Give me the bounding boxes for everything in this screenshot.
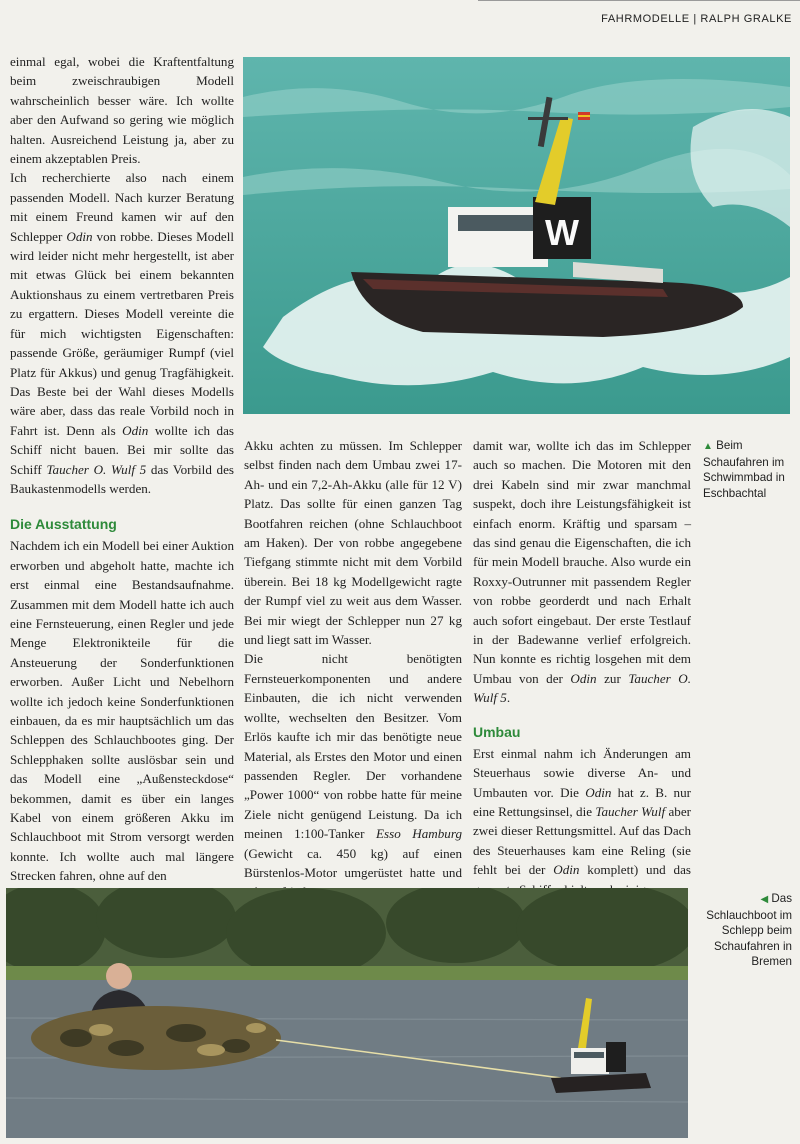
triangle-up-icon: ▲ bbox=[703, 441, 713, 452]
ship-name: Odin bbox=[585, 784, 612, 800]
caption-text: Beim Schaufahren im Schwimmbad in Eschbachtal bbox=[703, 439, 785, 500]
paragraph: Nachdem ich ein Modell bei einer Auktion erworben und abgeholt hatte, machte ich erst einmal eine Bestandsaufnahme. Zusammen mit dem Modell hatte ich auch eine Fernsteuerung, einen Regler und jede Menge Elektronikteile für die Ansteuerung der Sonderfunktionen erworben. Außer Licht und Nebelhorn wollte ich jedoch keine Sonderfunktionen einbauen, da es mir hauptsächlich um das Schleppen des Schlauchbootes ging. Der Schlepphaken sollte auslösbar sein und das Modell eine „Außensteckdose“ bekommen, damit es über ein langes Kabel von einem größeren Akku im Schlauchboot mit Strom versorgt werden konnte. Ich wollte auch mal längere Strecken fahren, ohne auf den bbox=[10, 538, 234, 884]
ship-name: Esso Hamburg bbox=[376, 826, 462, 842]
header-rule bbox=[478, 0, 800, 1]
text-run: wollte ich das Schiff nicht bauen. Bei mir sollte das Schiff bbox=[10, 422, 234, 477]
ship-name: Taucher O. Wulf 5 bbox=[473, 670, 691, 706]
running-header: FAHRMODELLE | RALPH GRALKE bbox=[601, 13, 792, 25]
dinghy-tow-photo bbox=[6, 888, 688, 1138]
text-run: zur bbox=[596, 670, 629, 686]
text-run: hat z. B. nur eine Rettungsinsel, die bbox=[473, 784, 691, 819]
section-heading-ausstattung: Die Ausstattung bbox=[10, 516, 117, 533]
paragraph bbox=[473, 744, 691, 899]
text-run: komplett) und das bbox=[587, 862, 692, 878]
photo-caption-bremen bbox=[694, 891, 792, 970]
photo-caption-pool bbox=[703, 438, 795, 501]
text-run: Die nicht benötigten Fernsteuerkomponenten und andere Einbauten, die ich nicht verwenden wollte, wechselten den Besitzer. Vom Erlös kaufte ich mir das benötigte neue Material, als Erstes den Motor und einen passenden Regler. Der vorhandene „Power 1000“ von robbe hatte für meine Ziele nicht genügend Leistung. Da ich meinen 1:100-Tanker bbox=[244, 651, 462, 842]
text-run: (Gewicht ca. 450 kg) auf einen Bürstenlos-Motor umgerüstet hatte und bbox=[244, 845, 462, 880]
text-run: . bbox=[506, 690, 511, 706]
text-column-1 bbox=[10, 52, 234, 886]
ship-name: Odin bbox=[66, 228, 93, 244]
text-run: damit war, wollte ich das im Schlepper auch so machen. Die Motoren mit den drei Kabeln sind mir zwar manchmal suspekt, doch ihre Leistungsfähigkeit ist einfach enorm. Kräftig und sparsam – das sind genau die Eigenschaften, die ich für mein Modell brauche. Also wurde ein Roxxy-Outrunner mit passendem Regler von robbe georderdt und nach Erhalt auch sofort eingebaut. Der erste Testlauf in der Badewanne verlief erfolgreich. Nun konnte es richtig losgehen mit dem Umbau von der bbox=[473, 438, 691, 686]
ship-name: Odin bbox=[553, 862, 580, 878]
ship-name: Odin bbox=[570, 670, 597, 686]
triangle-left-icon: ◀ bbox=[760, 894, 769, 905]
paragraph: einmal egal, wobei die Kraftentfaltung beim zweischraubigen Modell wahrscheinlich besser wäre. Ich wollte aber den Aufwand so gering wie möglich halten. Ausreichend Leistung ja, aber zu einem akzeptablen Preis. bbox=[10, 54, 234, 167]
text-column-2 bbox=[244, 436, 462, 902]
funnel-letter: W bbox=[545, 212, 579, 253]
paragraph bbox=[10, 168, 234, 498]
paragraph bbox=[244, 649, 462, 901]
ship-name: Taucher Wulf bbox=[595, 803, 666, 819]
paragraph bbox=[473, 436, 691, 708]
caption-text: Das Schlauchboot im Schlepp beim Schaufahren in Bremen bbox=[706, 892, 792, 968]
text-run: das Vorbild des Baukastenmodells werden. bbox=[10, 461, 234, 496]
section-heading-umbau: Umbau bbox=[473, 723, 521, 740]
paragraph: Akku achten zu müssen. Im Schlepper selbst finden nach dem Umbau zwei 17-Ah- und ein 7,2-Ah-Akku (alle für 12 V) Platz. Das sollte für einen ganzen Tag Bootfahren reichen (ohne Schlauchboot am Haken). Der von robbe angegebene Tiefgang stimmte nicht mit dem Vorbild überein. Bei 18 kg Modellgewicht ragte der Rumpf viel zu weit aus dem Wasser. Bei mir wiegt der Schlepper nun 27 kg und liegt satt im Wasser. bbox=[244, 438, 462, 648]
text-run: Ich recherchierte also nach einem passenden Modell. Nach kurzer Beratung mit einem Freund kamen wir auf den Schlepper bbox=[10, 170, 234, 244]
text-column-3 bbox=[473, 436, 691, 899]
text-run: von robbe. Dieses Modell wird leider nicht mehr hergestellt, ist aber mit etwas Glück bei einem bekannten Auktionshaus zu einem vertretbaren Preis zu ergattern. Dieses Modell vereinte die für mich wichtigsten Eigenschaften: passende Größe, geräumiger Rumpf (viel Platz für Akkus) und genug Tragfähigkeit. Das Beste bei der Wahl dieses Modells wäre aber, dass das reale Vorbild noch in Fahrt ist. Denn als bbox=[10, 228, 234, 438]
ship-name: Taucher O. Wulf 5 bbox=[46, 461, 147, 477]
text-run: aber zwei dieser Rettungsmittel. Auf das Dach des Steuerhauses kam eine Reling (sie fehlt bei der bbox=[473, 803, 691, 878]
ship-name: Odin bbox=[122, 422, 149, 438]
tug-pool-photo bbox=[243, 57, 790, 414]
text-run: Erst einmal nahm ich Änderungen am Steuerhaus sowie diverse An- und Umbauten vor. Die bbox=[473, 745, 691, 800]
